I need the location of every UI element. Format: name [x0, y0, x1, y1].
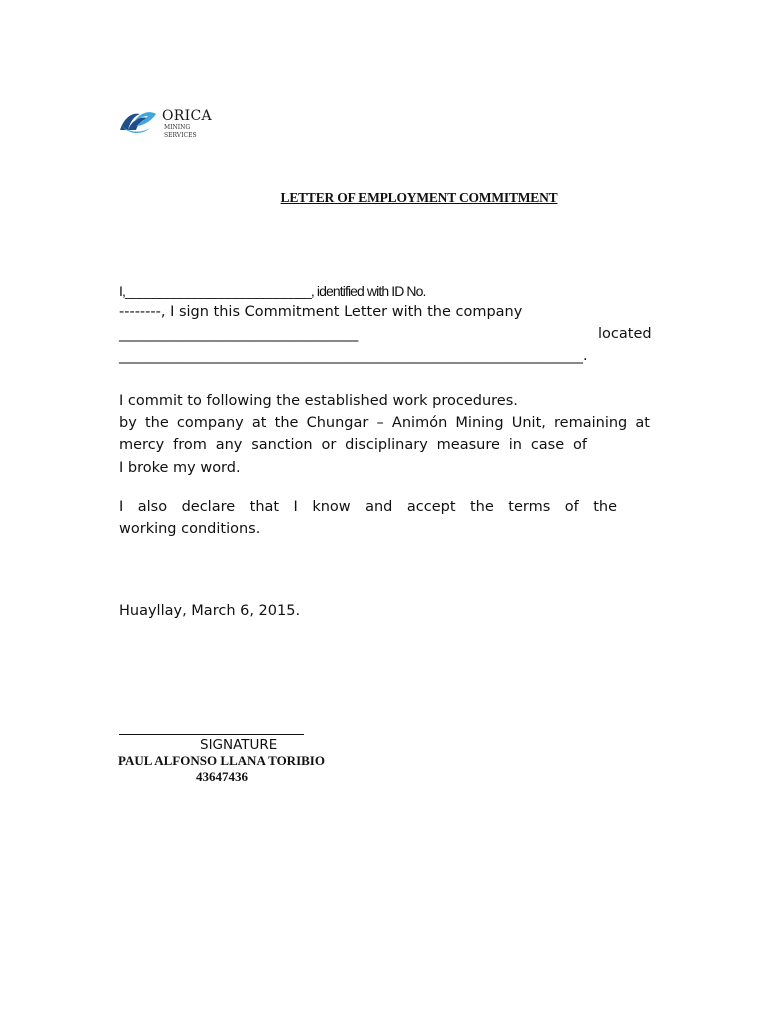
- paragraph-1-line-2: by the company at the Chungar – Animón Mining Unit, remaining at: [119, 415, 650, 431]
- document-title: LETTER OF EMPLOYMENT COMMITMENT: [280, 190, 558, 205]
- identification-line: I,___________________________, identified with ID No.: [119, 283, 426, 299]
- commitment-intro-line: --------, I sign this Commitment Letter with the company: [119, 304, 523, 320]
- paragraph-1-line-1: I commit to following the established work procedures.: [119, 393, 518, 409]
- signer-id-number: 43647436: [196, 769, 248, 784]
- logo-name: ORICA: [162, 108, 212, 124]
- signature-label: SIGNATURE: [200, 737, 278, 753]
- place-date: Huayllay, March 6, 2015.: [119, 603, 301, 619]
- paragraph-1-line-4: I broke my word.: [119, 460, 241, 476]
- company-blank-line: _________________________________: [119, 326, 359, 342]
- logo-sub-services: SERVICES: [164, 132, 197, 139]
- located-word: located: [598, 326, 652, 342]
- logo-sub-mining: MINING: [164, 124, 191, 131]
- paragraph-1-line-3: mercy from any sanction or disciplinary measure in case of: [119, 437, 587, 453]
- paragraph-2-line-2: working conditions.: [119, 521, 261, 537]
- location-blank-line: ________________________________________________________________.: [119, 348, 588, 364]
- signature-line: [119, 722, 304, 735]
- orica-swirl-icon: [118, 108, 158, 134]
- signer-name: PAUL ALFONSO LLANA TORIBIO: [118, 753, 325, 768]
- orica-logo: [118, 106, 238, 142]
- paragraph-2-line-1: I also declare that I know and accept the terms of the: [119, 499, 617, 515]
